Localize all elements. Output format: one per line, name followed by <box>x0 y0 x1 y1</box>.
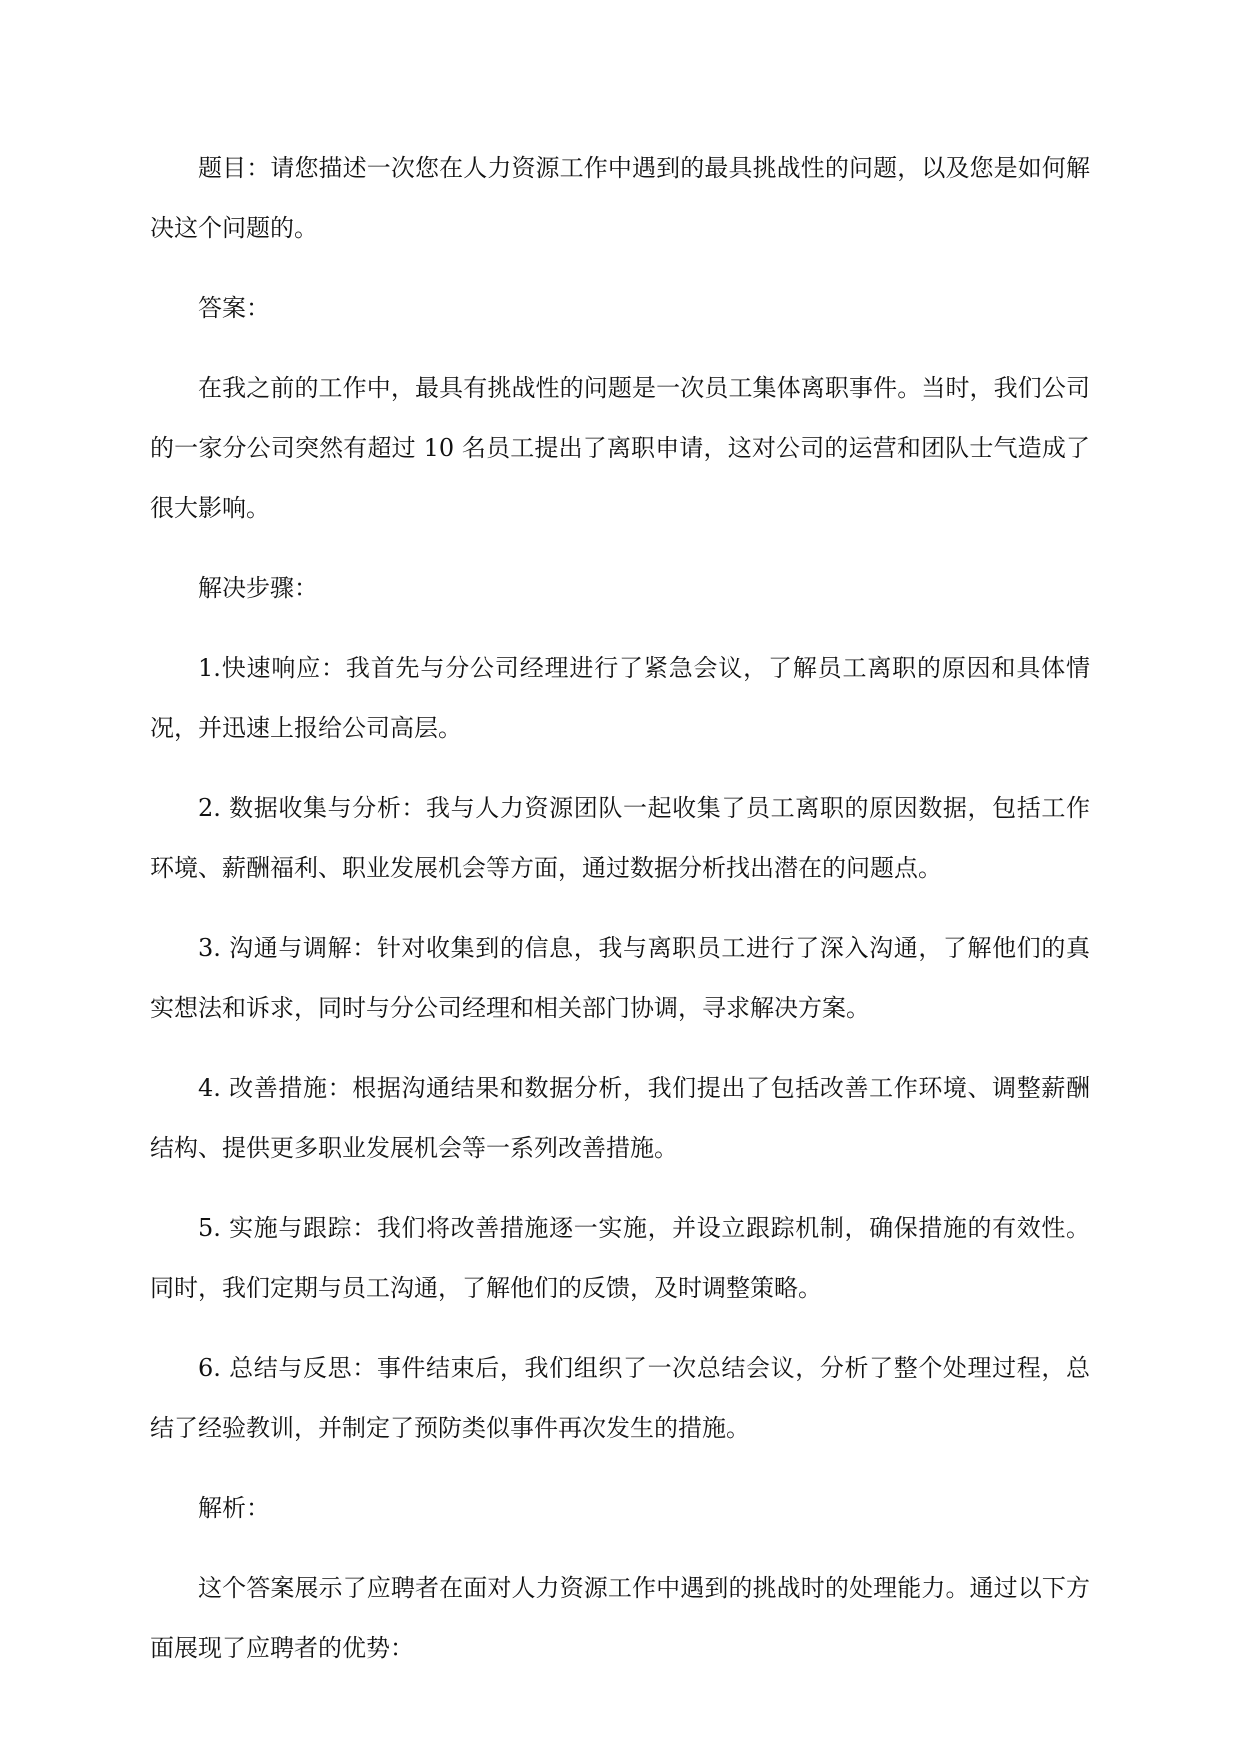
step-5-paragraph: 5. 实施与跟踪：我们将改善措施逐一实施，并设立跟踪机制，确保措施的有效性。同时，我们定期与员工沟通，了解他们的反馈，及时调整策略。 <box>150 1214 1090 1302</box>
step-6-paragraph: 6. 总结与反思：事件结束后，我们组织了一次总结会议，分析了整个处理过程，总结了经验教训，并制定了预防类似事件再次发生的措施。 <box>150 1354 1090 1442</box>
question-paragraph: 题目：请您描述一次您在人力资源工作中遇到的最具挑战性的问题，以及您是如何解决这个问题的。 <box>150 154 1090 242</box>
analysis-paragraph: 这个答案展示了应聘者在面对人力资源工作中遇到的挑战时的处理能力。通过以下方面展现了应聘者的优势： <box>150 1574 1090 1662</box>
analysis-heading: 解析： <box>198 1494 270 1522</box>
step-4-paragraph: 4. 改善措施：根据沟通结果和数据分析，我们提出了包括改善工作环境、调整薪酬结构、提供更多职业发展机会等一系列改善措施。 <box>150 1074 1090 1162</box>
step-1-paragraph: 1.快速响应：我首先与分公司经理进行了紧急会议，了解员工离职的原因和具体情况，并迅速上报给公司高层。 <box>150 654 1090 742</box>
answer-heading: 答案： <box>198 294 270 322</box>
document-page <box>150 138 1090 1698</box>
answer-intro-paragraph: 在我之前的工作中，最具有挑战性的问题是一次员工集体离职事件。当时，我们公司的一家分公司突然有超过 10 名员工提出了离职申请，这对公司的运营和团队士气造成了很大影响。 <box>150 374 1090 522</box>
step-3-paragraph: 3. 沟通与调解：针对收集到的信息，我与离职员工进行了深入沟通，了解他们的真实想法和诉求，同时与分公司经理和相关部门协调，寻求解决方案。 <box>150 934 1090 1022</box>
step-2-paragraph: 2. 数据收集与分析：我与人力资源团队一起收集了员工离职的原因数据，包括工作环境、薪酬福利、职业发展机会等方面，通过数据分析找出潜在的问题点。 <box>150 794 1090 882</box>
steps-heading: 解决步骤： <box>198 574 318 602</box>
